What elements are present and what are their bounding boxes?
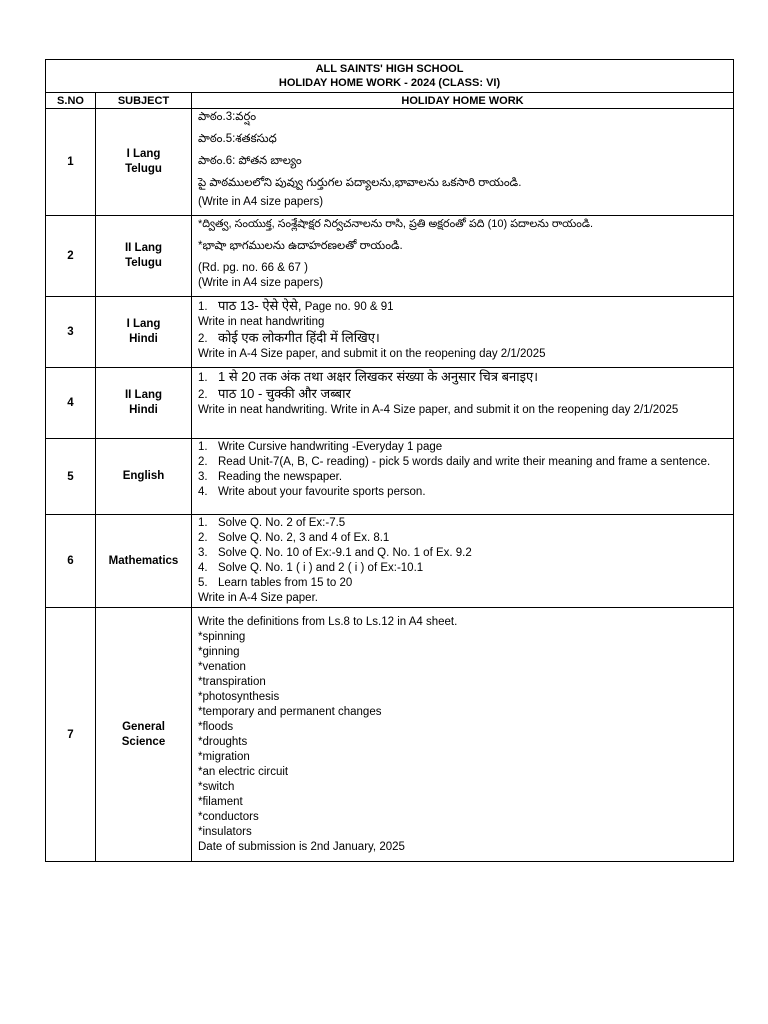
homework-line: *భాషా భాగములను ఉదాహరణలతో రాయండి. [198, 240, 403, 252]
science-term: *ginning [198, 645, 240, 658]
homework-line: Write the definitions from Ls.8 to Ls.12 in A4 sheet. [198, 615, 458, 628]
subject-line: I Lang [126, 148, 161, 160]
table-row [46, 109, 734, 216]
homework-item [198, 440, 729, 455]
science-term: *filament [198, 795, 243, 808]
homework-line: *ద్విత్వ, సంయుక్త, సంశ్లేషాక్షర నిర్వచనాలను రాసి, ప్రతి అక్షరంతో పది (10) పదాలను రాయండి. [198, 218, 594, 230]
homework-line: Write in neat handwriting [198, 316, 325, 328]
homework-line: Write in neat handwriting. Write in A-4 Size paper, and submit it on the reopening day 2/1/2025 [198, 404, 679, 416]
homework-item [198, 455, 729, 470]
column-header-sno: S.NO [46, 93, 96, 109]
item-hindi-text: पाठ 13- ऐसे ऐसे, [218, 298, 302, 313]
subject-cell [96, 608, 192, 862]
homework-cell [192, 368, 734, 439]
table-row [46, 515, 734, 608]
homework-item [198, 516, 729, 531]
homework-table [45, 59, 734, 862]
item-number: 2. [198, 532, 208, 544]
item-number: 3. [198, 547, 208, 559]
subject-line: Telugu [125, 163, 162, 175]
homework-item [198, 298, 729, 315]
row-number: 2 [46, 216, 96, 297]
homework-line: Write in A-4 Size paper, and submit it on the reopening day 2/1/2025 [198, 348, 546, 360]
item-text: Solve Q. No. 2 of Ex:-7.5 [218, 517, 346, 529]
item-number: 4. [198, 486, 208, 498]
science-term: *venation [198, 660, 246, 673]
school-name: ALL SAINTS' HIGH SCHOOL [315, 63, 464, 75]
row-number: 4 [46, 368, 96, 439]
row-number: 3 [46, 297, 96, 368]
item-number: 2. [198, 456, 208, 468]
homework-cell [192, 297, 734, 368]
homework-item [198, 561, 729, 576]
subject-line: II Lang [124, 389, 163, 401]
row-number: 7 [46, 608, 96, 862]
item-page-text: Page no. 90 & 91 [301, 301, 394, 313]
homework-item [198, 369, 729, 386]
item-text: Solve Q. No. 1 ( i ) and 2 ( i ) of Ex:-10.1 [218, 562, 424, 574]
item-number: 5. [198, 577, 208, 589]
item-text: Reading the newspaper. [218, 471, 343, 483]
subject-cell [96, 515, 192, 608]
item-text: Learn tables from 15 to 20 [218, 577, 353, 589]
item-number: 1. [198, 372, 208, 384]
science-term: *an electric circuit [198, 765, 289, 778]
homework-cell [192, 439, 734, 515]
item-text: Write about your favourite sports person. [218, 486, 426, 498]
item-number: 1. [198, 517, 208, 529]
subject-cell [96, 297, 192, 368]
homework-item [198, 531, 729, 546]
table-row [46, 297, 734, 368]
science-term: *conductors [198, 810, 259, 823]
homework-line: పాఠం.3:వర్షం [198, 111, 257, 123]
table-row [46, 368, 734, 439]
homework-item [198, 330, 729, 347]
subject-line: General [122, 720, 165, 733]
science-term: *migration [198, 750, 250, 763]
science-term: *transpiration [198, 675, 266, 688]
homework-line: పై పాఠములలోని పువ్వు గుర్తుగల పద్యాలను,భావాలను ఒకసారి రాయండి. [198, 177, 522, 189]
subject-line: Mathematics [108, 554, 179, 567]
item-number: 1. [198, 441, 208, 453]
column-header-subject: SUBJECT [96, 93, 192, 109]
page-title: HOLIDAY HOME WORK - 2024 (CLASS: VI) [278, 77, 501, 89]
subject-line: Telugu [125, 257, 162, 269]
homework-line: పాఠం.5:శతకసుధ [198, 133, 277, 145]
item-hindi-text: 1 से 20 तक अंक तथा अक्षर लिखकर संख्या के अनुसार चित्र बनाइए। [218, 369, 539, 384]
science-term: *insulators [198, 825, 252, 838]
homework-cell [192, 216, 734, 297]
homework-line: (Write in A4 size papers) [198, 196, 324, 208]
subject-cell [96, 368, 192, 439]
item-hindi-text: पाठ 10 - चुक्की और जब्बार [218, 386, 351, 401]
homework-item [198, 576, 729, 591]
column-header-homework: HOLIDAY HOME WORK [192, 93, 734, 109]
homework-item [198, 386, 729, 403]
homework-line: (Write in A4 size papers) [198, 277, 324, 289]
item-text: Solve Q. No. 2, 3 and 4 of Ex. 8.1 [218, 532, 390, 544]
science-term: *photosynthesis [198, 690, 280, 703]
science-term: *temporary and permanent changes [198, 705, 382, 718]
item-number: 2. [198, 389, 208, 401]
subject-cell [96, 216, 192, 297]
subject-cell [96, 439, 192, 515]
subject-line: Science [121, 735, 166, 748]
subject-line: II Lang [124, 242, 163, 254]
subject-line: I Lang [126, 318, 161, 330]
homework-item [198, 485, 729, 500]
table-row [46, 439, 734, 515]
table-row [46, 608, 734, 862]
subject-line: English [122, 470, 165, 482]
item-text: Read Unit-7(A, B, C- reading) - pick 5 words daily and write their meaning and frame a sentence. [218, 456, 711, 468]
item-number: 1. [198, 301, 208, 313]
row-number: 5 [46, 439, 96, 515]
table-title-cell [46, 60, 734, 93]
item-number: 3. [198, 471, 208, 483]
homework-item [198, 546, 729, 561]
science-term: *droughts [198, 735, 248, 748]
subject-line: Hindi [129, 333, 158, 345]
item-number: 4. [198, 562, 208, 574]
item-number: 2. [198, 333, 208, 345]
item-text: Write Cursive handwriting -Everyday 1 page [218, 441, 443, 453]
item-hindi-text: कोई एक लोकगीत हिंदी में लिखिए। [218, 330, 380, 345]
homework-item [198, 470, 729, 485]
row-number: 6 [46, 515, 96, 608]
column-header-row [46, 93, 734, 109]
homework-line: పాఠం.6: పోతన బాల్యం [198, 155, 302, 167]
row-number: 1 [46, 109, 96, 216]
homework-cell [192, 109, 734, 216]
science-term: *spinning [198, 630, 246, 643]
homework-cell [192, 515, 734, 608]
table-row [46, 216, 734, 297]
science-term: *floods [198, 720, 234, 733]
subject-line: Hindi [129, 404, 158, 416]
homework-line: (Rd. pg. no. 66 & 67 ) [198, 262, 308, 274]
subject-cell [96, 109, 192, 216]
science-term: *switch [198, 780, 235, 793]
homework-cell [192, 608, 734, 862]
homework-line: Date of submission is 2nd January, 2025 [198, 840, 405, 853]
item-text: Solve Q. No. 10 of Ex:-9.1 and Q. No. 1 of Ex. 9.2 [218, 547, 472, 559]
homework-line: Write in A-4 Size paper. [198, 592, 318, 604]
